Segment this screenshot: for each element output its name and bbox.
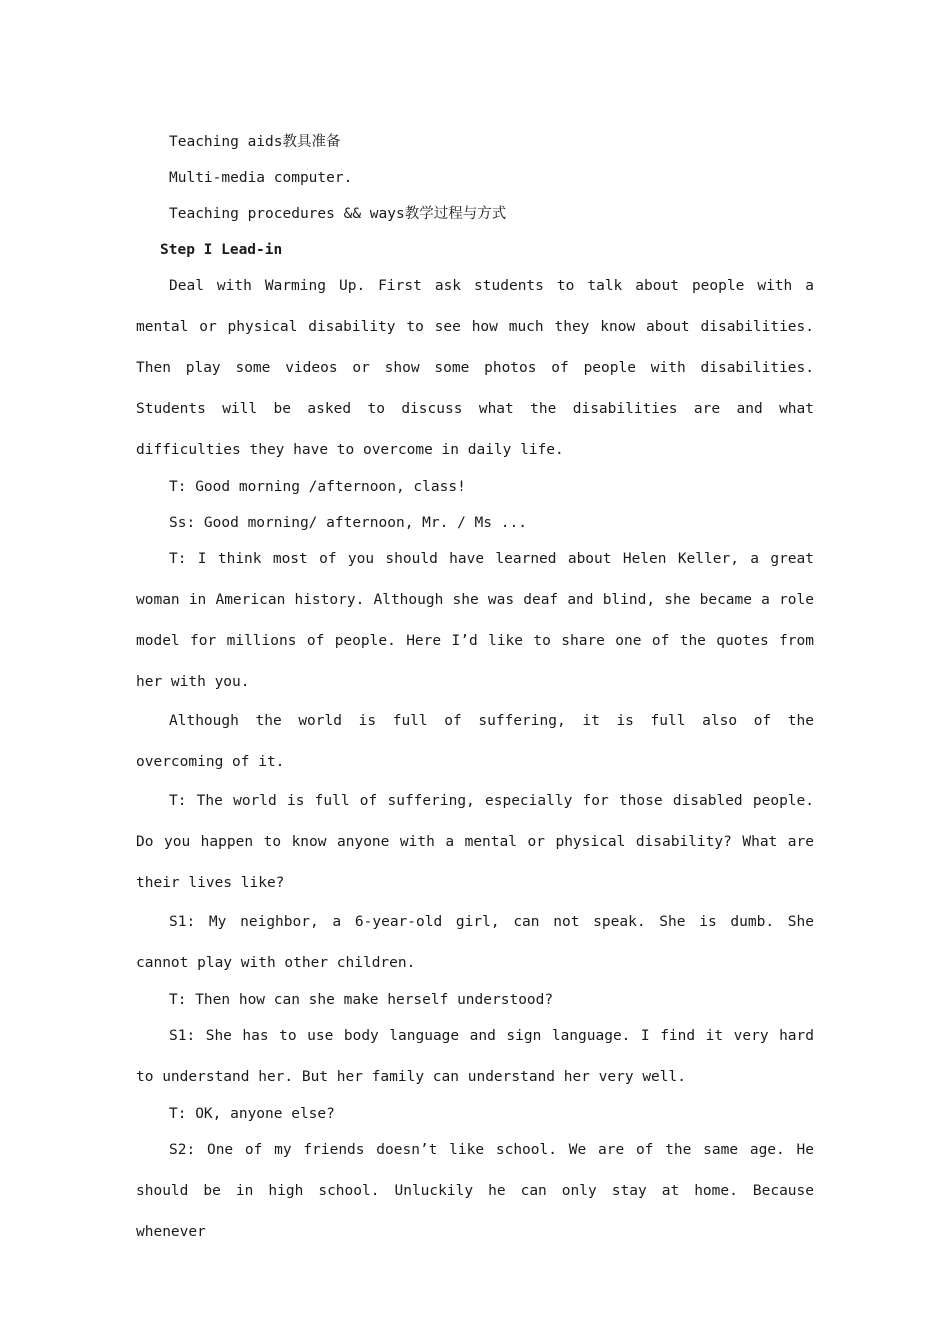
- dialogue-line-anyone-else: T: OK, anyone else?: [169, 1106, 335, 1122]
- step-title: Step I Lead-in: [160, 242, 283, 258]
- dialogue-paragraph-suffering: T: The world is full of suffering, especially for those disabled people. Do you happen to know anyone with a mental or physical disability? What are their lives like?: [136, 793, 814, 891]
- dialogue-paragraph-s2-friend: S2: One of my friends doesn’t like school. We are of the same age. He should be in high school. Unluckily he can only stay at home. Because whenever: [136, 1142, 814, 1240]
- dialogue-paragraph-s1-neighbor: S1: My neighbor, a 6-year-old girl, can not speak. She is dumb. She cannot play with other children.: [136, 914, 814, 971]
- teaching-aids-text: Multi-media computer.: [169, 170, 353, 186]
- teaching-aids-heading: Teaching aids教具准备: [169, 134, 341, 150]
- dialogue-quote-paragraph: Although the world is full of suffering, it is full also of the overcoming of it.: [136, 713, 814, 770]
- dialogue-line-2: Ss: Good morning/ afternoon, Mr. / Ms ...: [169, 515, 527, 531]
- dialogue-paragraph-helen-keller: T: I think most of you should have learned about Helen Keller, a great woman in American history. Although she was deaf and blind, she became a role model for millions of people. Here I’d like to share one of the quotes from her with you.: [136, 551, 814, 690]
- dialogue-line-understood: T: Then how can she make herself understood?: [169, 992, 554, 1008]
- teaching-procedures-heading: Teaching procedures && ways教学过程与方式: [169, 206, 507, 222]
- document-body: [136, 124, 814, 1251]
- dialogue-line-1: T: Good morning /afternoon, class!: [169, 479, 466, 495]
- dialogue-paragraph-s1-sign-language: S1: She has to use body language and sign language. I find it very hard to understand her. But her family can understand her very well.: [136, 1028, 814, 1085]
- step-intro-paragraph: Deal with Warming Up. First ask students to talk about people with a mental or physical disability to see how much they know about disabilities. Then play some videos or show some photos of people with disabilities. Students will be asked to discuss what the disabilities are and what difficulties they have to overcome in daily life.: [136, 278, 814, 458]
